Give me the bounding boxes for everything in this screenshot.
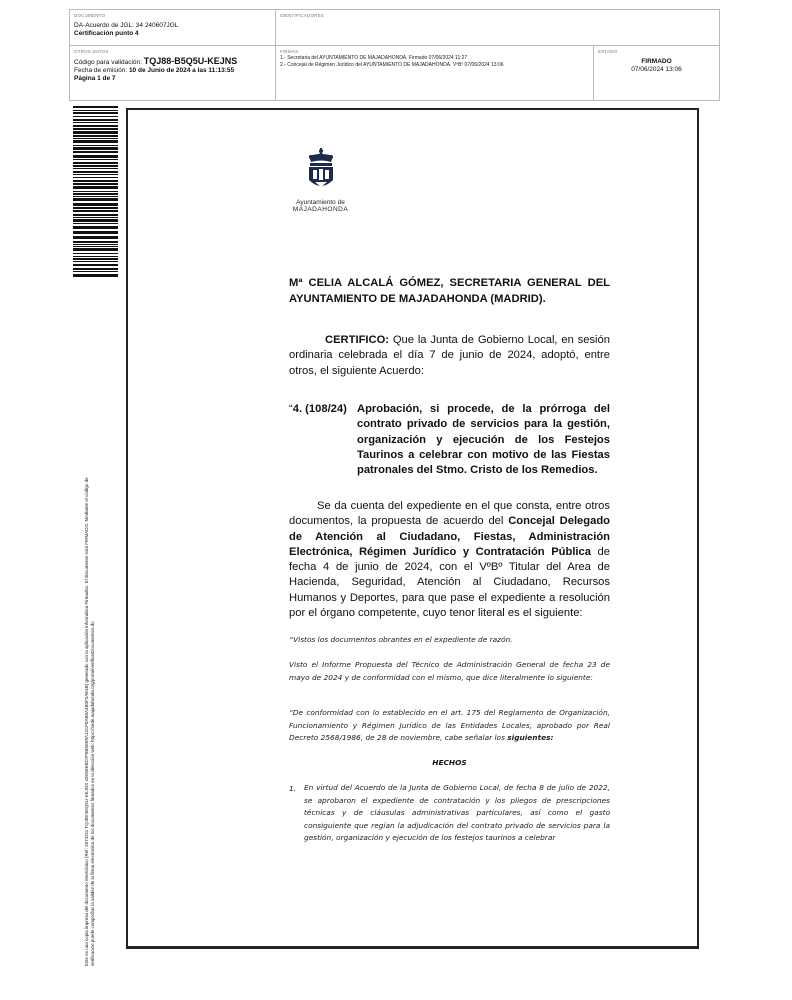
agenda-item bbox=[289, 402, 610, 478]
barcode-bar bbox=[73, 168, 118, 169]
documento-line1: DA-Acuerdo de JGL: 34 240607JGL bbox=[74, 22, 179, 29]
barcode-bar bbox=[73, 145, 118, 146]
barcode-bar bbox=[73, 106, 118, 108]
otros-datos-label: OTROS DATOS bbox=[74, 49, 109, 54]
barcode-bar bbox=[73, 258, 118, 260]
concejal-delegado-text: Concejal Delegado de Atención al Ciudadano, Fiestas, Administración Electrónica, Régimen Jurídico y Contratación Pública bbox=[289, 515, 610, 558]
crown-coat-of-arms-icon bbox=[301, 148, 341, 192]
barcode-image bbox=[73, 106, 118, 278]
documento-label: DOCUMENTO bbox=[74, 13, 106, 18]
barcode-bar bbox=[73, 274, 118, 277]
barcode-bar bbox=[73, 183, 118, 185]
barcode-bar bbox=[73, 246, 118, 247]
firmas-label: FIRMAS bbox=[280, 49, 299, 54]
barcode-bar bbox=[73, 171, 118, 173]
barcode-bar bbox=[73, 155, 118, 158]
certifico-label: CERTIFICO: bbox=[325, 334, 390, 346]
agenda-number: “4. (108/24) bbox=[289, 403, 347, 415]
italic-paragraph-3: “De conformidad con lo establecido en el art. 175 del Reglamento de Organización, Funcionamiento y Régimen Jurídico de las Entidades Locales, aprobado por Real Decreto 2568/1986, de 28 de noviembre, cabe señalar los siguientes: bbox=[289, 708, 610, 743]
barcode-bar bbox=[73, 256, 118, 257]
barcode-bar bbox=[73, 226, 118, 229]
barcode-bar bbox=[73, 119, 118, 121]
barcode-bar bbox=[73, 253, 118, 254]
barcode-bar bbox=[73, 122, 118, 123]
barcode-bar bbox=[73, 125, 118, 127]
barcode-bar bbox=[73, 177, 118, 178]
barcode-bar bbox=[73, 219, 118, 222]
estado-date: 07/06/2024 13:06 bbox=[631, 66, 682, 73]
barcode-bar bbox=[73, 207, 118, 209]
hechos-heading: HECHOS bbox=[432, 758, 467, 767]
firma-1: 1.- Secretaria del AYUNTAMIENTO DE MAJADAHONDA. Firmado 07/06/2024 11:27 bbox=[280, 55, 468, 61]
barcode-bar bbox=[73, 203, 118, 206]
hecho-1-text: En virtud del Acuerdo de la Junta de Gobierno Local, de fecha 8 de julio de 2022, se aprobaron el expediente de contratación y los pliegos de prescripciones técnicas y de cláusulas administrativas particulares, así como el gasto consiguiente que regían la adjudicación del contrato privado de servicios para la gestión, organización y ejecución de los festejos taurinos a celebrar bbox=[304, 783, 610, 843]
ayuntamiento-logo bbox=[283, 148, 358, 213]
codigo-validacion-value[interactable]: TQJ88-B5Q5U-KEJNS bbox=[143, 56, 238, 66]
barcode-bar bbox=[73, 138, 118, 139]
barcode-bar bbox=[73, 186, 118, 189]
barcode-bar bbox=[73, 165, 118, 167]
italic-paragraph-2: Visto el Informe Propuesta del Técnico de Administración General de fecha 23 de mayo de 2024 y de conformidad con el mismo, que dice literalmente lo siguiente: bbox=[289, 660, 610, 682]
barcode-bar bbox=[73, 268, 118, 270]
barcode-bar bbox=[73, 193, 118, 195]
barcode-bar bbox=[73, 214, 118, 216]
fecha-emision-label: Fecha de emisión: bbox=[74, 67, 128, 74]
certifico-paragraph bbox=[289, 333, 610, 379]
barcode-bar bbox=[73, 135, 118, 137]
barcode-bar bbox=[73, 217, 118, 218]
logo-line2: MAJADAHONDA bbox=[292, 206, 349, 213]
estado-label: ESTADO bbox=[598, 49, 618, 54]
header-estado-cell bbox=[594, 46, 719, 100]
header-otros-datos-cell bbox=[70, 46, 276, 100]
barcode-bar bbox=[73, 159, 118, 160]
documento-line2: Certificación punto 4 bbox=[74, 30, 139, 37]
codigo-label: Código para validación: bbox=[74, 59, 142, 66]
expo-text-1: Se da cuenta del expediente en el que consta, entre otros documentos, la propuesta de acuerdo del bbox=[289, 500, 610, 528]
document-header-table bbox=[69, 9, 720, 101]
barcode-bar bbox=[73, 196, 118, 197]
barcode-bar bbox=[73, 271, 118, 272]
header-identificadores-cell bbox=[276, 10, 719, 46]
barcode-bar bbox=[73, 210, 118, 212]
barcode-bar bbox=[73, 128, 118, 130]
barcode-bar bbox=[73, 223, 118, 224]
barcode-bar bbox=[73, 248, 118, 251]
barcode-bar bbox=[73, 241, 118, 243]
barcode-bar bbox=[73, 231, 118, 234]
barcode-bar bbox=[73, 236, 118, 239]
pagina-indicator: Página 1 de 7 bbox=[74, 75, 116, 82]
barcode-bar bbox=[73, 174, 118, 175]
certificate-title: Mª CELIA ALCALÁ GÓMEZ, SECRETARIA GENERAL DEL AYUNTAMIENTO DE MAJADAHONDA (MADRID). bbox=[289, 277, 610, 305]
barcode-bar bbox=[73, 131, 118, 134]
identificadores-label: IDENTIFICADORES bbox=[280, 13, 325, 18]
barcode-bar bbox=[73, 116, 118, 117]
barcode-bar bbox=[73, 151, 118, 153]
barcode-bar bbox=[73, 147, 118, 150]
italic-paragraph-1: “Vistos los documentos obrantes en el expediente de razón. bbox=[289, 635, 513, 644]
certifico-text: Que la Junta de Gobierno Local, en sesión ordinaria celebrada el día 7 de junio de 2024, adoptó, entre otros, el siguiente Acuerdo: bbox=[289, 334, 610, 377]
barcode-bar bbox=[73, 110, 118, 111]
side-text-line2: verificación puede comprobar la validez de la firma electrónica de los documentos firmados en la dirección web: https://sede.majadahonda.org/portal/verificarDocumentos.do bbox=[90, 621, 95, 966]
barcode-bar bbox=[73, 140, 118, 143]
barcode-bar bbox=[73, 112, 118, 114]
side-verification-text bbox=[84, 306, 96, 966]
barcode-bar bbox=[73, 180, 118, 182]
barcode-bar bbox=[73, 244, 118, 245]
agenda-title: Aprobación, si procede, de la prórroga del contrato privado de servicios para la gestión, organización y ejecución de los Festejos Taurinos a celebrar con motivo de las Fiestas patronales del Stmo. Cristo de los Remedios. bbox=[357, 403, 610, 477]
expo-text-2: de fecha 4 de junio de 2024, con el VºBº Titular del Area de Hacienda, Seguridad, Atención al Ciudadano, Recursos Humanos y Deportes, para que pase el expediente a resolución por el órgano competente, cuyo tenor literal es el siguiente: bbox=[289, 545, 610, 620]
hecho-1-number: 1. bbox=[289, 784, 297, 793]
estado-value: FIRMADO bbox=[641, 58, 672, 65]
side-text-line1: Este es una copia impresa del documento electrónico (Ref: 2673311 TQJ88-B5Q5U-KEJNS 4269EEBD7F8B5E89A12CF8AB8A4B0F2AE4B) generado con la aplicación informática Firmadoc. El documento está FIRMADO. Mediante el código de bbox=[84, 477, 89, 966]
barcode-bar bbox=[73, 264, 118, 266]
expediente-paragraph bbox=[289, 499, 610, 621]
barcode-bar bbox=[73, 191, 118, 192]
barcode-bar bbox=[73, 261, 118, 262]
barcode-bar bbox=[73, 198, 118, 201]
logo-line1: Ayuntamiento de bbox=[296, 199, 345, 206]
firma-2: 2.- Concejal de Régimen Jurídico del AYUNTAMIENTO DE MAJADAHONDA. VºBº 07/06/2024 13:06 bbox=[280, 62, 504, 68]
header-documento-cell bbox=[70, 10, 276, 46]
fecha-emision-value: 10 de Junio de 2024 a las 11:13:55 bbox=[128, 67, 235, 74]
header-firmas-cell bbox=[276, 46, 594, 100]
barcode-bar bbox=[73, 162, 118, 164]
